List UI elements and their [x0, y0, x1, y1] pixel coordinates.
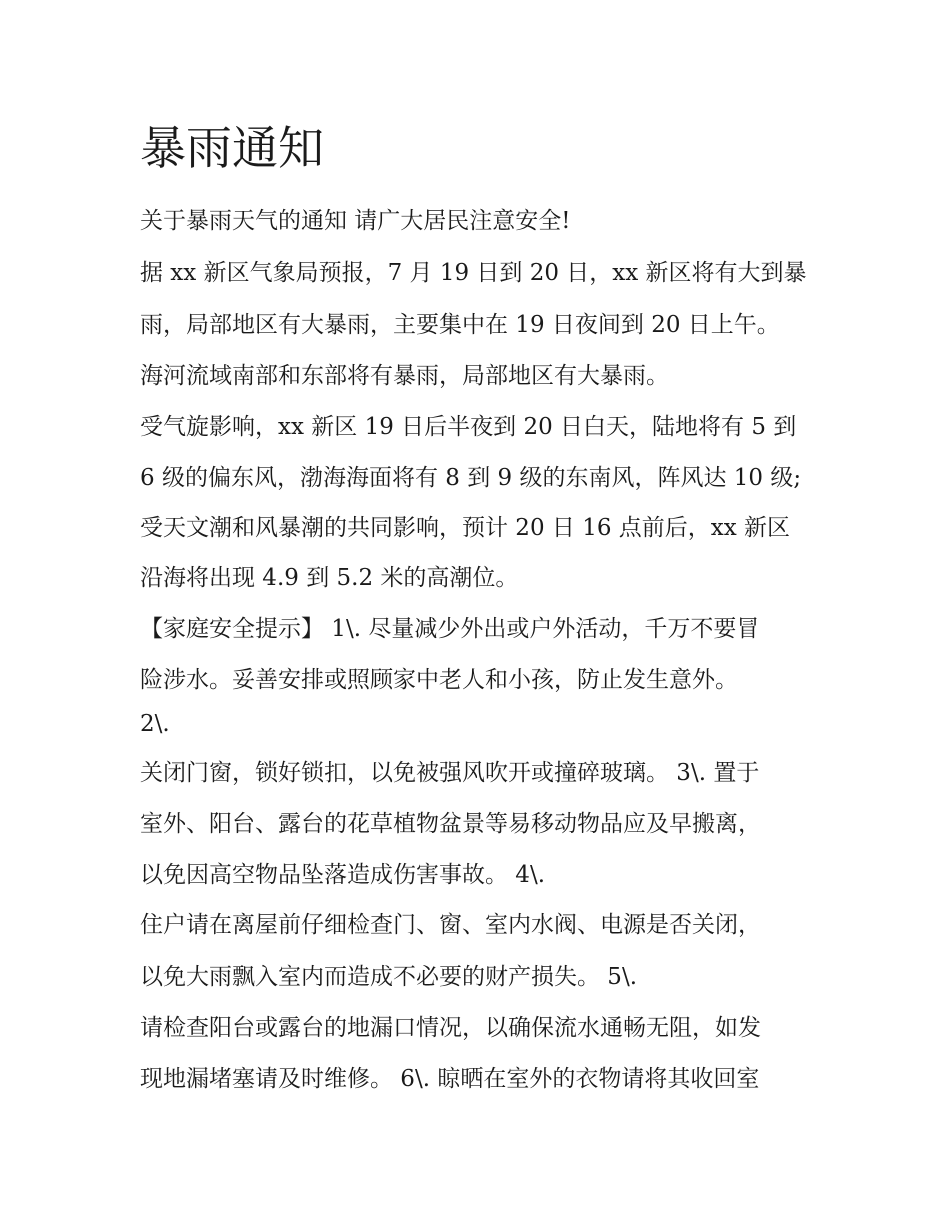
text-line: 雨，局部地区有大暴雨，主要集中在 19 日夜间到 20 日上午。	[140, 312, 780, 338]
text-line: 据 xx 新区气象局预报，7 月 19 日到 20 日，xx 新区将有大到暴	[140, 260, 807, 286]
text-line: 请检查阳台或露台的地漏口情况，以确保流水通畅无阻，如发	[140, 1015, 761, 1041]
text-line: 受天文潮和风暴潮的共同影响，预计 20 日 16 点前后，xx 新区	[140, 515, 791, 541]
text-line: 关闭门窗，锁好锁扣，以免被强风吹开或撞碎玻璃。 3\. 置于	[140, 760, 760, 786]
text-line: 现地漏堵塞请及时维修。 6\. 晾晒在室外的衣物请将其收回室	[140, 1066, 760, 1092]
text-line: 室外、阳台、露台的花草植物盆景等易移动物品应及早搬离，	[140, 811, 761, 837]
text-line: 【家庭安全提示】 1\. 尽量减少外出或户外活动，千万不要冒	[140, 616, 760, 642]
text-line: 2\.	[140, 711, 170, 737]
text-line: 海河流域南部和东部将有暴雨，局部地区有大暴雨。	[140, 363, 669, 389]
text-line: 以免因高空物品坠落造成伤害事故。 4\.	[140, 862, 546, 888]
document-title: 暴雨通知	[140, 121, 324, 175]
text-line: 沿海将出现 4.9 到 5.2 米的高潮位。	[140, 565, 519, 591]
text-line: 6 级的偏东风，渤海海面将有 8 到 9 级的东南风，阵风达 10 级;	[140, 465, 802, 491]
text-line: 以免大雨飘入室内而造成不必要的财产损失。 5\.	[140, 964, 638, 990]
text-line: 险涉水。妥善安排或照顾家中老人和小孩，防止发生意外。	[140, 667, 738, 693]
text-line: 关于暴雨天气的通知 请广大居民注意安全!	[140, 208, 571, 234]
text-line: 受气旋影响，xx 新区 19 日后半夜到 20 日白天，陆地将有 5 到	[140, 414, 797, 440]
text-line: 住户请在离屋前仔细检查门、窗、室内水阀、电源是否关闭，	[140, 912, 761, 938]
